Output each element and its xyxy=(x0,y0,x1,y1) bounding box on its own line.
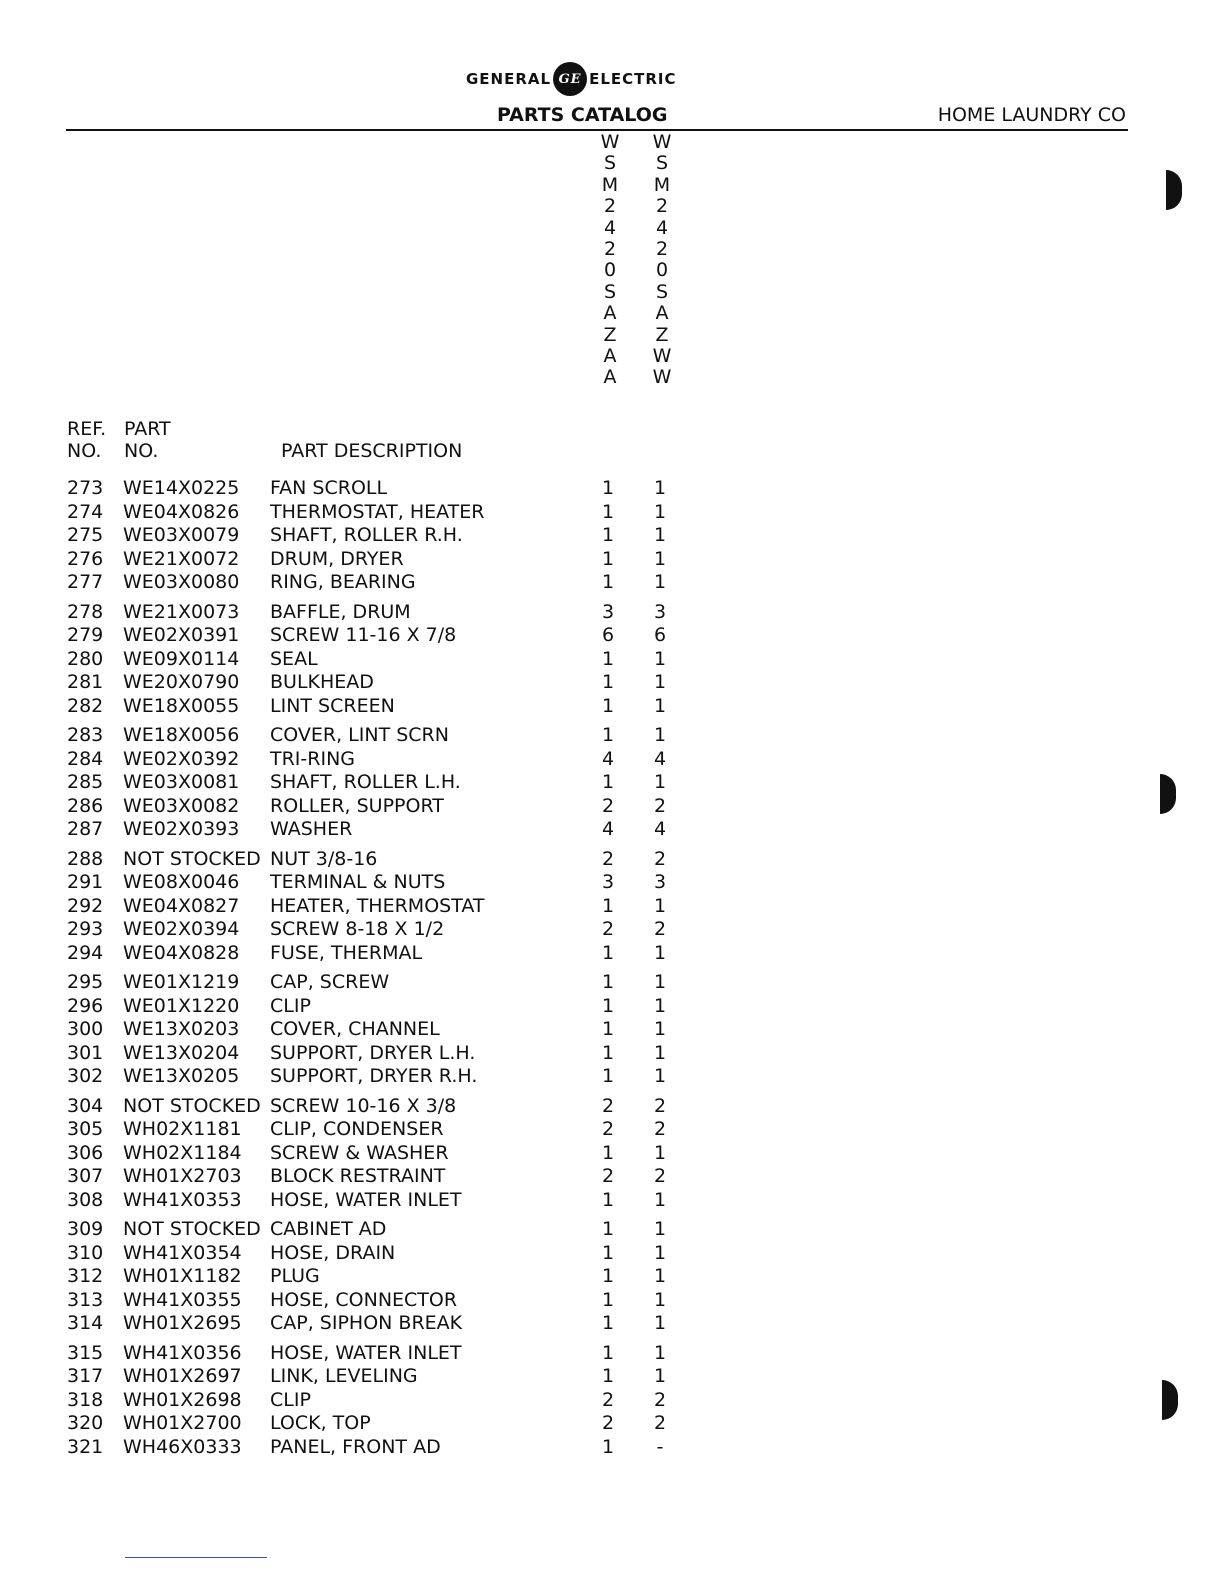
part-description: HOSE, WATER INLET xyxy=(270,1188,462,1211)
part-no: WE14X0225 xyxy=(123,477,240,499)
qty-model-2: 1 xyxy=(653,1188,667,1211)
qty-model-1: 4 xyxy=(601,818,615,840)
table-row xyxy=(0,818,1224,842)
row-group xyxy=(0,848,1224,966)
table-row xyxy=(0,1365,1224,1389)
part-description: SCREW 10-16 X 3/8 xyxy=(270,1094,457,1117)
ref-no: 276 xyxy=(67,547,104,570)
model-letter: W xyxy=(652,131,672,153)
part-no: WE09X0114 xyxy=(123,647,240,670)
ref-no: 281 xyxy=(67,671,104,693)
table-row xyxy=(0,971,1224,995)
part-no: WE01X1220 xyxy=(123,994,240,1017)
part-description: BLOCK RESTRAINT xyxy=(270,1165,446,1187)
qty-model-2: 3 xyxy=(653,871,667,893)
ref-no: 294 xyxy=(67,941,104,964)
row-group xyxy=(0,1095,1224,1213)
part-no: WE08X0046 xyxy=(123,871,240,893)
qty-model-2: 1 xyxy=(653,1265,667,1287)
binding-mark xyxy=(1166,170,1182,210)
qty-model-2: 2 xyxy=(653,847,667,870)
ref-no: 286 xyxy=(67,794,104,817)
qty-model-2: 1 xyxy=(653,1065,667,1087)
qty-model-1: 1 xyxy=(601,1188,615,1211)
part-no: NOT STOCKED xyxy=(123,1094,261,1117)
ref-no: 293 xyxy=(67,918,104,940)
qty-model-1: 2 xyxy=(601,1094,615,1117)
part-no: WH02X1184 xyxy=(123,1141,242,1164)
row-group xyxy=(0,1218,1224,1336)
qty-model-2: 6 xyxy=(653,624,667,646)
ref-no: 320 xyxy=(67,1412,104,1434)
row-group xyxy=(0,971,1224,1089)
table-row xyxy=(0,571,1224,595)
model-letter: 2 xyxy=(655,195,669,218)
model-letter: A xyxy=(603,345,617,368)
qty-model-1: 1 xyxy=(601,724,615,746)
part-description: CABINET AD xyxy=(270,1218,387,1240)
qty-model-1: 1 xyxy=(601,500,615,523)
model-letter: A xyxy=(603,366,617,389)
qty-model-1: 2 xyxy=(601,794,615,817)
ref-no: 305 xyxy=(67,1118,104,1140)
ref-no: 295 xyxy=(67,971,104,993)
table-row xyxy=(0,748,1224,772)
qty-model-2: 2 xyxy=(653,1388,667,1411)
part-no: WE01X1219 xyxy=(123,971,240,993)
qty-model-2: 1 xyxy=(653,1365,667,1387)
part-description: TRI-RING xyxy=(270,747,356,770)
part-no: WE18X0055 xyxy=(123,694,240,717)
part-no: NOT STOCKED xyxy=(123,1218,261,1240)
model-letter: S xyxy=(655,152,669,175)
part-no: WE02X0393 xyxy=(123,818,240,840)
brand-left-text: GENERAL xyxy=(466,70,552,88)
qty-model-2: 1 xyxy=(653,1218,667,1240)
qty-model-2: 2 xyxy=(653,1118,667,1140)
qty-model-2: 1 xyxy=(653,1288,667,1311)
part-description: LINK, LEVELING xyxy=(270,1365,418,1387)
ref-no: 292 xyxy=(67,894,104,917)
qty-model-2: 1 xyxy=(653,1341,667,1364)
part-no: WE13X0204 xyxy=(123,1041,240,1064)
model-letter: M xyxy=(601,173,619,196)
model-letter: 0 xyxy=(655,259,669,282)
part-no: WE03X0081 xyxy=(123,771,240,793)
part-no: WH01X2695 xyxy=(123,1312,242,1334)
table-row xyxy=(0,524,1224,548)
part-description: COVER, LINT SCRN xyxy=(270,724,449,746)
part-description: SCREW 11-16 X 7/8 xyxy=(270,624,457,646)
model-letter: 4 xyxy=(603,216,617,239)
qty-model-1: 1 xyxy=(601,994,615,1017)
part-no: WH41X0355 xyxy=(123,1288,242,1311)
part-no: WE13X0203 xyxy=(123,1018,240,1040)
header-rule xyxy=(66,129,1128,131)
qty-model-1: 2 xyxy=(601,1412,615,1434)
qty-model-1: 1 xyxy=(601,524,615,546)
qty-model-1: 1 xyxy=(601,671,615,693)
part-description: SCREW & WASHER xyxy=(270,1141,449,1164)
ref-no: 277 xyxy=(67,571,104,593)
table-row xyxy=(0,771,1224,795)
part-no: WE13X0205 xyxy=(123,1065,240,1087)
qty-model-1: 2 xyxy=(601,1165,615,1187)
ref-no: 279 xyxy=(67,624,104,646)
part-no: WE20X0790 xyxy=(123,671,240,693)
ref-no: 296 xyxy=(67,994,104,1017)
ref-no-header xyxy=(67,418,106,462)
page-header xyxy=(0,62,1224,102)
table-row xyxy=(0,1042,1224,1066)
ref-no: 306 xyxy=(67,1141,104,1164)
qty-model-2: 2 xyxy=(653,794,667,817)
part-no: WH01X2698 xyxy=(123,1388,242,1411)
ref-no: 273 xyxy=(67,477,104,499)
qty-model-1: 1 xyxy=(601,694,615,717)
part-no: WE03X0080 xyxy=(123,571,240,593)
qty-model-2: 1 xyxy=(653,971,667,993)
qty-model-1: 1 xyxy=(601,971,615,993)
qty-model-2: 1 xyxy=(653,1312,667,1334)
part-description: CLIP xyxy=(270,994,311,1017)
model-letter: M xyxy=(653,173,671,196)
qty-model-2: 1 xyxy=(653,1241,667,1264)
qty-model-1: 1 xyxy=(601,1288,615,1311)
model-letter: 2 xyxy=(603,238,617,261)
part-description: FUSE, THERMAL xyxy=(270,941,423,964)
part-description: NUT 3/8-16 xyxy=(270,847,378,870)
part-description: BULKHEAD xyxy=(270,671,374,693)
qty-model-1: 1 xyxy=(601,1341,615,1364)
qty-model-2: 1 xyxy=(653,694,667,717)
ref-no: 313 xyxy=(67,1288,104,1311)
part-no: WH01X1182 xyxy=(123,1265,242,1287)
qty-model-2: 1 xyxy=(653,547,667,570)
qty-model-1: 2 xyxy=(601,1388,615,1411)
model-letter: W xyxy=(600,131,620,153)
qty-model-1: 1 xyxy=(601,771,615,793)
brand-logo xyxy=(466,62,677,96)
table-row xyxy=(0,1165,1224,1189)
model-letter: A xyxy=(603,302,617,325)
table-row xyxy=(0,918,1224,942)
part-no: NOT STOCKED xyxy=(123,847,261,870)
model-letter: W xyxy=(652,345,672,368)
part-no: WE04X0826 xyxy=(123,500,240,523)
part-description: SEAL xyxy=(270,647,318,670)
part-no: WH01X2700 xyxy=(123,1412,242,1434)
model-letter: Z xyxy=(655,323,669,346)
table-row xyxy=(0,724,1224,748)
qty-model-2: 1 xyxy=(653,1018,667,1040)
table-row xyxy=(0,1095,1224,1119)
table-row xyxy=(0,648,1224,672)
table-row xyxy=(0,477,1224,501)
table-row xyxy=(0,695,1224,719)
ref-no: 308 xyxy=(67,1188,104,1211)
qty-model-1: 2 xyxy=(601,918,615,940)
ref-no: 291 xyxy=(67,871,104,893)
qty-model-2: 1 xyxy=(653,894,667,917)
model-letter: A xyxy=(655,302,669,325)
model-letter: S xyxy=(603,152,617,175)
ref-no: 283 xyxy=(67,724,104,746)
part-description: BAFFLE, DRUM xyxy=(270,600,411,623)
table-row xyxy=(0,548,1224,572)
table-row xyxy=(0,624,1224,648)
ref-no: 317 xyxy=(67,1365,104,1387)
qty-model-1: 1 xyxy=(601,894,615,917)
footer-line xyxy=(125,1557,267,1558)
qty-model-2: 1 xyxy=(653,500,667,523)
qty-model-2: 3 xyxy=(653,600,667,623)
ref-no: 280 xyxy=(67,647,104,670)
company-name: HOME LAUNDRY CO xyxy=(937,104,1126,126)
qty-model-2: 1 xyxy=(653,994,667,1017)
table-row xyxy=(0,1265,1224,1289)
part-description: LOCK, TOP xyxy=(270,1412,371,1434)
table-row xyxy=(0,1142,1224,1166)
part-no: WE04X0827 xyxy=(123,894,240,917)
ref-no: 287 xyxy=(67,818,104,840)
table-row xyxy=(0,795,1224,819)
part-header-line2: NO. xyxy=(124,440,159,462)
ref-no: 315 xyxy=(67,1341,104,1364)
qty-model-2: 4 xyxy=(653,747,667,770)
description-header: PART DESCRIPTION xyxy=(281,440,463,462)
qty-model-2: 2 xyxy=(653,1412,667,1434)
binding-mark xyxy=(1160,774,1176,814)
qty-model-2: 1 xyxy=(653,524,667,546)
qty-model-1: 1 xyxy=(601,1141,615,1164)
part-description: LINT SCREEN xyxy=(270,694,395,717)
model-letter: S xyxy=(655,280,669,303)
ref-no: 275 xyxy=(67,524,104,546)
brand-right-text: ELECTRIC xyxy=(589,70,677,88)
qty-model-1: 1 xyxy=(601,1241,615,1264)
part-no: WE18X0056 xyxy=(123,724,240,746)
ref-no: 321 xyxy=(67,1435,104,1458)
qty-model-1: 1 xyxy=(601,571,615,593)
table-row xyxy=(0,1065,1224,1089)
ref-no: 318 xyxy=(67,1388,104,1411)
table-row xyxy=(0,1312,1224,1336)
part-no: WE21X0073 xyxy=(123,600,240,623)
qty-model-2: 1 xyxy=(653,771,667,793)
part-description: SHAFT, ROLLER L.H. xyxy=(270,771,461,793)
catalog-title: PARTS CATALOG xyxy=(497,104,668,126)
table-row xyxy=(0,1018,1224,1042)
part-description: COVER, CHANNEL xyxy=(270,1018,440,1040)
ref-no: 288 xyxy=(67,847,104,870)
qty-model-1: 1 xyxy=(601,1265,615,1287)
part-description: ROLLER, SUPPORT xyxy=(270,794,444,817)
qty-model-1: 4 xyxy=(601,747,615,770)
part-description: WASHER xyxy=(270,818,353,840)
table-row xyxy=(0,501,1224,525)
part-no: WE02X0392 xyxy=(123,747,240,770)
row-group xyxy=(0,477,1224,595)
part-no: WH01X2703 xyxy=(123,1165,242,1187)
qty-model-1: 1 xyxy=(601,1065,615,1087)
qty-model-2: 2 xyxy=(653,918,667,940)
ref-no: 309 xyxy=(67,1218,104,1240)
qty-model-2: 1 xyxy=(653,647,667,670)
qty-model-1: 1 xyxy=(601,547,615,570)
part-description: FAN SCROLL xyxy=(270,477,388,499)
qty-model-2: 4 xyxy=(653,818,667,840)
qty-model-1: 2 xyxy=(601,847,615,870)
part-description: CLIP, CONDENSER xyxy=(270,1118,444,1140)
ref-no: 314 xyxy=(67,1312,104,1334)
table-row xyxy=(0,871,1224,895)
qty-model-1: 3 xyxy=(601,600,615,623)
table-row xyxy=(0,848,1224,872)
table-row xyxy=(0,1218,1224,1242)
part-no: WE02X0391 xyxy=(123,624,240,646)
model-column-2 xyxy=(650,132,674,389)
part-description: HOSE, DRAIN xyxy=(270,1241,396,1264)
part-description: SHAFT, ROLLER R.H. xyxy=(270,524,463,546)
part-no: WE21X0072 xyxy=(123,547,240,570)
model-letter: W xyxy=(652,366,672,389)
part-description: HEATER, THERMOSTAT xyxy=(270,894,485,917)
ref-no: 302 xyxy=(67,1065,104,1087)
model-letter: 0 xyxy=(603,259,617,282)
qty-model-1: 1 xyxy=(601,941,615,964)
model-letter: Z xyxy=(603,323,617,346)
ref-no: 278 xyxy=(67,600,104,623)
ref-no: 284 xyxy=(67,747,104,770)
ref-no: 285 xyxy=(67,771,104,793)
part-description: CLIP xyxy=(270,1388,311,1411)
model-letter: 4 xyxy=(655,216,669,239)
table-row xyxy=(0,671,1224,695)
table-row xyxy=(0,1389,1224,1413)
table-row xyxy=(0,1118,1224,1142)
ref-no: 304 xyxy=(67,1094,104,1117)
part-description: CAP, SIPHON BREAK xyxy=(270,1312,463,1334)
part-no: WE02X0394 xyxy=(123,918,240,940)
qty-model-2: 1 xyxy=(653,941,667,964)
table-row xyxy=(0,1189,1224,1213)
table-row xyxy=(0,601,1224,625)
ref-no: 282 xyxy=(67,694,104,717)
qty-model-1: 6 xyxy=(601,624,615,646)
table-row xyxy=(0,942,1224,966)
part-description: HOSE, WATER INLET xyxy=(270,1341,462,1364)
part-description: CAP, SCREW xyxy=(270,971,390,993)
qty-model-2: 1 xyxy=(653,1141,667,1164)
model-letter: 2 xyxy=(655,238,669,261)
qty-model-1: 1 xyxy=(601,1018,615,1040)
part-description: SCREW 8-18 X 1/2 xyxy=(270,918,445,940)
parts-table xyxy=(0,477,1224,1465)
part-description: HOSE, CONNECTOR xyxy=(270,1288,458,1311)
ref-no: 300 xyxy=(67,1018,104,1040)
qty-model-2: 2 xyxy=(653,1094,667,1117)
part-description: PLUG xyxy=(270,1265,320,1287)
model-letter: S xyxy=(603,280,617,303)
model-column-1 xyxy=(598,132,622,389)
table-row xyxy=(0,1242,1224,1266)
part-description: THERMOSTAT, HEATER xyxy=(270,500,485,523)
part-description: RING, BEARING xyxy=(270,571,416,593)
part-description: SUPPORT, DRYER L.H. xyxy=(270,1041,476,1064)
qty-model-2: 1 xyxy=(653,671,667,693)
ref-no: 312 xyxy=(67,1265,104,1287)
binding-mark xyxy=(1162,1380,1178,1420)
table-row xyxy=(0,995,1224,1019)
table-row xyxy=(0,1436,1224,1460)
qty-model-1: 1 xyxy=(601,1365,615,1387)
qty-model-2: 1 xyxy=(653,1041,667,1064)
qty-model-2: 1 xyxy=(653,724,667,746)
part-no: WH41X0356 xyxy=(123,1341,242,1364)
part-description: DRUM, DRYER xyxy=(270,547,404,570)
ref-header-line2: NO. xyxy=(67,440,102,462)
qty-model-1: 3 xyxy=(601,871,615,893)
part-description: PANEL, FRONT AD xyxy=(270,1435,441,1458)
table-row xyxy=(0,1412,1224,1436)
qty-model-1: 1 xyxy=(601,1041,615,1064)
qty-model-1: 1 xyxy=(601,1312,615,1334)
table-row xyxy=(0,1342,1224,1366)
row-group xyxy=(0,1342,1224,1460)
qty-model-1: 1 xyxy=(601,1435,615,1458)
ref-no: 307 xyxy=(67,1165,104,1187)
part-no-header xyxy=(124,418,171,462)
qty-model-1: 1 xyxy=(601,647,615,670)
part-no: WE03X0082 xyxy=(123,794,240,817)
qty-model-2: 2 xyxy=(653,1165,667,1187)
part-no: WH41X0354 xyxy=(123,1241,242,1264)
part-no: WH01X2697 xyxy=(123,1365,242,1387)
ge-monogram-icon: GE xyxy=(553,62,587,96)
table-row xyxy=(0,1289,1224,1313)
qty-model-1: 1 xyxy=(601,1218,615,1240)
qty-model-1: 1 xyxy=(601,477,615,499)
ref-no: 310 xyxy=(67,1241,104,1264)
part-no: WH46X0333 xyxy=(123,1435,242,1458)
part-header-line1: PART xyxy=(124,418,171,440)
ref-no: 274 xyxy=(67,500,104,523)
qty-model-2: 1 xyxy=(653,571,667,593)
part-description: TERMINAL & NUTS xyxy=(270,871,446,893)
row-group xyxy=(0,601,1224,719)
part-description: SUPPORT, DRYER R.H. xyxy=(270,1065,478,1087)
ref-no: 301 xyxy=(67,1041,104,1064)
part-no: WH02X1181 xyxy=(123,1118,242,1140)
part-no: WE03X0079 xyxy=(123,524,240,546)
qty-model-2: - xyxy=(656,1435,664,1458)
table-row xyxy=(0,895,1224,919)
part-no: WE04X0828 xyxy=(123,941,240,964)
row-group xyxy=(0,724,1224,842)
model-letter: 2 xyxy=(603,195,617,218)
ref-header-line1: REF. xyxy=(67,418,107,440)
part-no: WH41X0353 xyxy=(123,1188,242,1211)
qty-model-2: 1 xyxy=(653,477,667,499)
qty-model-1: 2 xyxy=(601,1118,615,1140)
